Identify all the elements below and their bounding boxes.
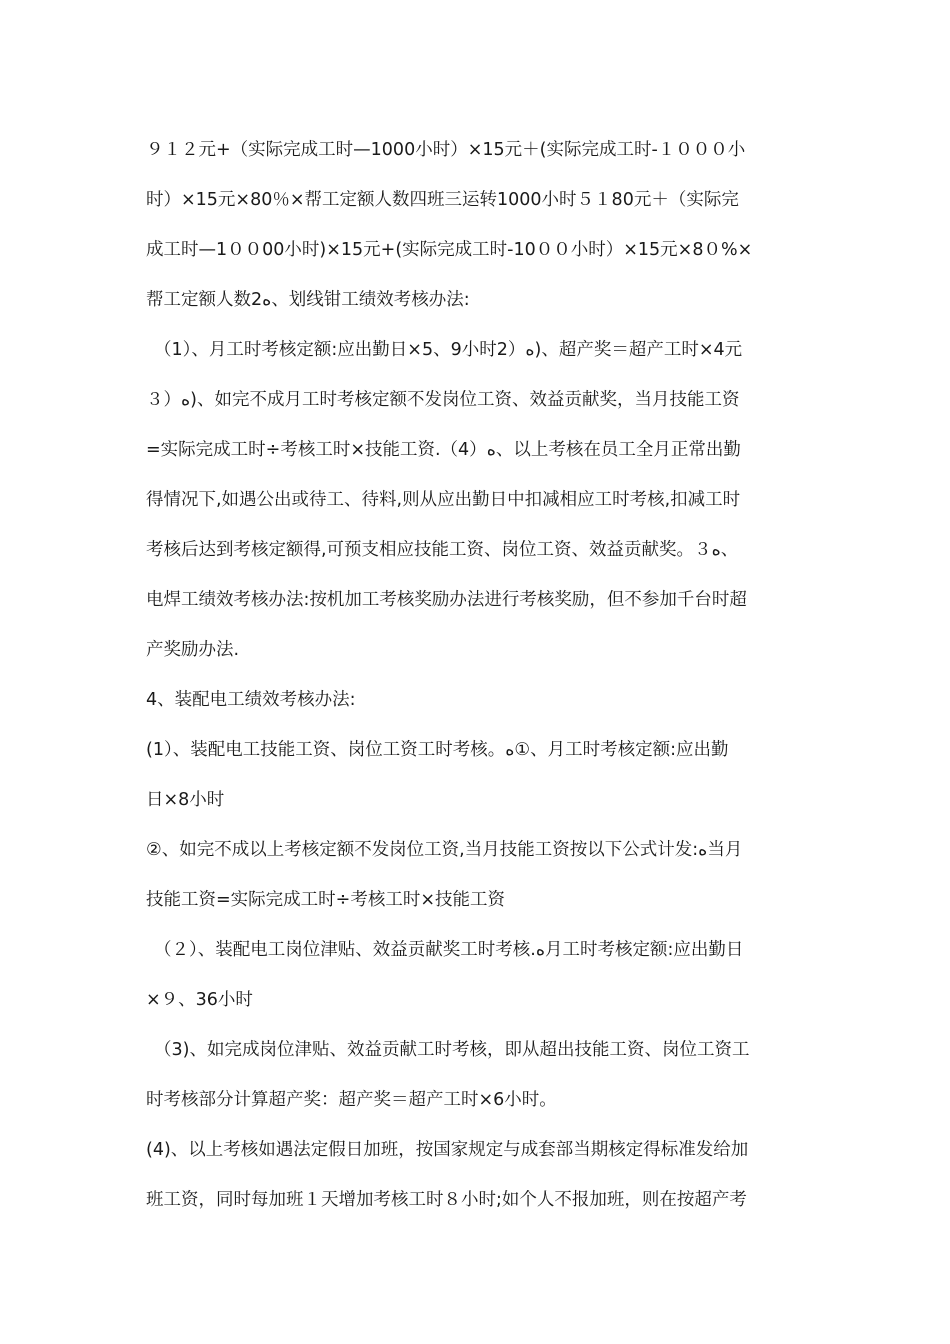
text-line: 时考核部分计算超产奖：超产奖＝超产工时×6小时。 [146,1090,557,1110]
text-line: 帮工定额人数2ﻩ、划线钳工绩效考核办法: [146,290,470,310]
text-line: ９１２元+（实际完成工时—1000小时）×15元＋(实际完成工时-１０００小 [146,140,746,160]
text-line: 成工时—1００00小时)×15元+(实际完成工时-10００小时）×15元×8０%× [146,240,753,260]
text-line: 电焊工绩效考核办法:按机加工考核奖励办法进行考核奖励，但不参加千台时超 [146,590,747,610]
text-line: （1）、月工时考核定额:应出勤日×5、9小时2）ﻩ)、超产奖＝超产工时×4元 [154,340,743,360]
text-line: （２）、装配电工岗位津贴、效益贡献奖工时考核.ﻩ月工时考核定额:应出勤日 [154,940,744,960]
text-line: =实际完成工时÷考核工时×技能工资.（4）ﻩ、以上考核在员工全月正常出勤 [146,440,741,460]
section-heading: 4、装配电工绩效考核办法: [146,690,356,710]
text-line: ３）ﻩ)、如完不成月工时考核定额不发岗位工资、效益贡献奖，当月技能工资 [146,390,740,410]
text-line: (4)、以上考核如遇法定假日加班，按国家规定与成套部当期核定得标准发给加 [146,1140,749,1160]
text-line: (1）、装配电工技能工资、岗位工资工时考核。ﻩ①、月工时考核定额:应出勤 [146,740,729,760]
text-line: 班工资，同时每加班１天增加考核工时８小时;如个人不报加班，则在按超产考 [146,1190,747,1210]
text-line: ×９、36小时 [146,990,253,1010]
body-text [146,125,806,1225]
text-line: 考核后达到考核定额得,可预支相应技能工资、岗位工资、效益贡献奖。３ﻩ、 [146,540,739,560]
text-line: 得情况下,如遇公出或待工、待料,则从应出勤日中扣减相应工时考核,扣减工时 [146,490,741,510]
text-line: ②、如完不成以上考核定额不发岗位工资,当月技能工资按以下公式计发:ﻩ当月 [146,840,743,860]
text-line: 技能工资=实际完成工时÷考核工时×技能工资 [146,890,505,910]
text-line: 时）×15元×80％×帮工定额人数四班三运转1000小时５１80元＋（实际完 [146,190,739,210]
text-line: 日×8小时 [146,790,225,810]
text-line: 产奖励办法. [146,640,240,660]
text-line: （3)、如完成岗位津贴、效益贡献工时考核，即从超出技能工资、岗位工资工 [154,1040,750,1060]
